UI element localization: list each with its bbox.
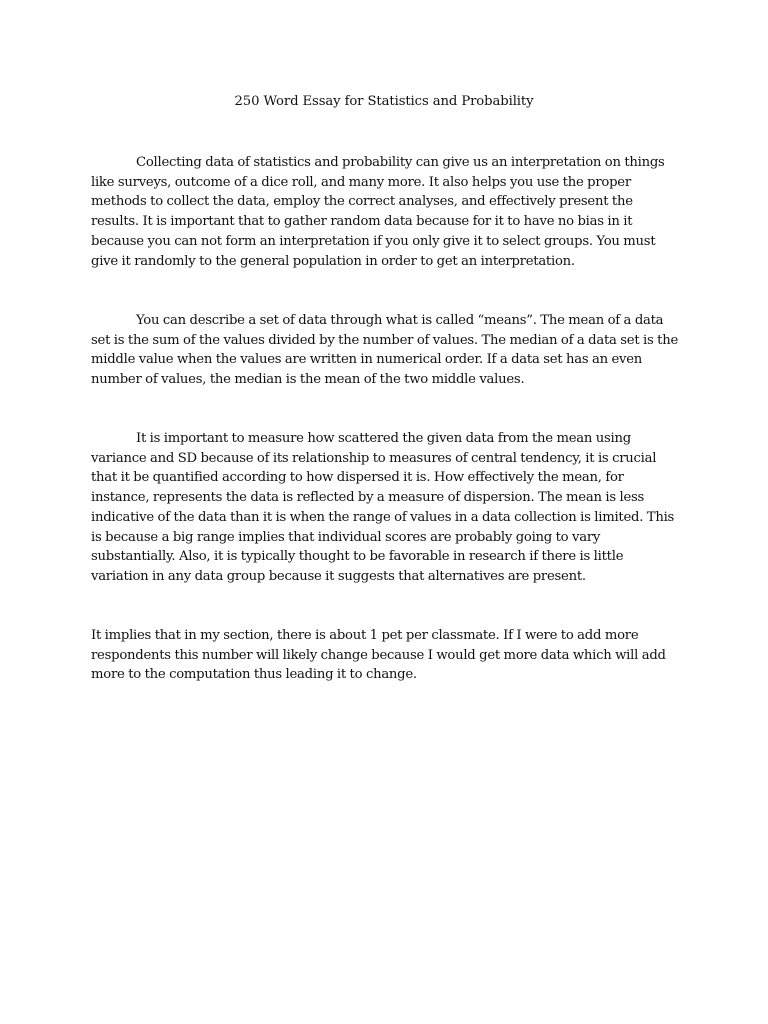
paragraph-dispersion: It is important to measure how scattered the given data from the mean using variance and SD because of its relationship to measures of central tendency, it is crucial that it be quantified according to how dispersed it is. How effectively the mean, for instance, represents the data is reflected by a measure of dispersion. The mean is less indicative of the data than it is when the range of values in a data collection is limited. This is because a big range implies that individual scores are probably going to vary substantially. Also, it is typically thought to be favorable in research if there is little variation in any data group because it suggests that alternatives are present. [91,431,675,584]
paragraph-data-collection: Collecting data of statistics and probability can give us an interpretation on things like surveys, outcome of a dice roll, and many more. It also helps you use the proper methods to collect the data, employ the correct analyses, and effectively present the results. It is important that to gather random data because for it to have no bias in it because you can not form an interpretation if you only give it to select groups. You must give it randomly to the general population in order to get an interpretation. [91,155,665,269]
paragraph-conclusion: It implies that in my section, there is about 1 pet per classmate. If I were to add more respondents this number will likely change because I would get more data which will add more to the computation thus leading it to change. [91,628,666,683]
paragraph-mean-median: You can describe a set of data through what is called “means”. The mean of a data set is the sum of the values divided by the number of values. The median of a data set is the middle value when the values are written in numerical order. If a data set has an even number of values, the median is the mean of the two middle values. [91,313,678,388]
essay-title: 250 Word Essay for Statistics and Probability [234,94,534,109]
